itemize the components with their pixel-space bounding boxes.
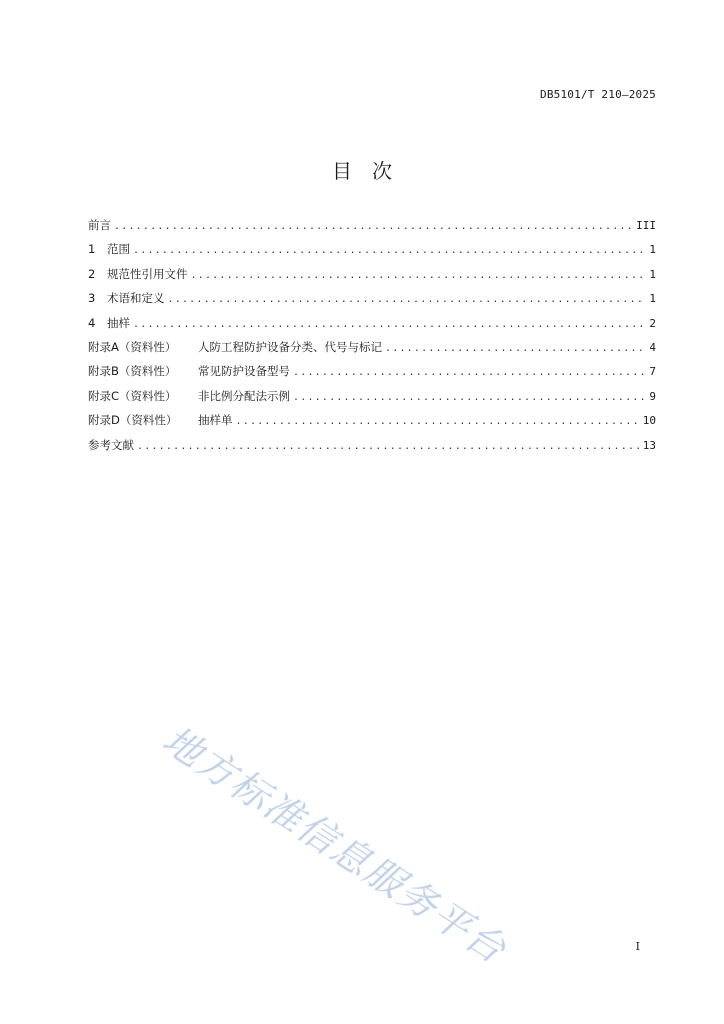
toc-entry-number: 2 bbox=[88, 266, 96, 281]
toc-entry-page: 1 bbox=[649, 243, 656, 257]
toc-entry-text: 抽样 bbox=[107, 315, 130, 330]
toc-entry-scope[interactable] bbox=[88, 241, 656, 265]
toc-entry-terms-definitions[interactable] bbox=[88, 290, 656, 314]
toc-leader-dots bbox=[133, 245, 646, 256]
toc-entry-text: 术语和定义 bbox=[107, 291, 165, 306]
toc-entry-page: 13 bbox=[642, 438, 656, 452]
toc-entry-page: 7 bbox=[649, 365, 656, 379]
watermark: 地方标准信息服务平台 bbox=[155, 717, 515, 973]
toc-entry-page: 10 bbox=[642, 414, 656, 428]
toc-entry-number: 附录B（资料性） bbox=[88, 364, 177, 379]
toc-entry-label bbox=[88, 412, 233, 428]
toc-leader-dots bbox=[236, 416, 640, 427]
toc-leader-dots bbox=[168, 294, 647, 305]
toc-entry-bibliography[interactable] bbox=[88, 437, 656, 461]
toc-entry-label bbox=[88, 388, 290, 404]
document-code: DB5101/T 210—2025 bbox=[540, 88, 656, 101]
toc-entry-text: 非比例分配法示例 bbox=[198, 388, 290, 403]
table-of-contents bbox=[88, 217, 656, 461]
toc-leader-dots bbox=[114, 221, 633, 232]
toc-leader-dots bbox=[137, 441, 640, 452]
toc-leader-dots bbox=[191, 270, 647, 281]
toc-entry-normative-references[interactable] bbox=[88, 266, 656, 290]
toc-entry-label bbox=[88, 315, 130, 331]
toc-entry-label bbox=[88, 363, 290, 379]
toc-entry-number: 附录A（资料性） bbox=[88, 339, 177, 354]
page-number: I bbox=[635, 940, 640, 953]
toc-entry-number: 附录D（资料性） bbox=[88, 413, 178, 428]
toc-entry-label bbox=[88, 266, 188, 282]
toc-entry-annex-d[interactable] bbox=[88, 412, 656, 436]
toc-leader-dots bbox=[133, 319, 646, 330]
toc-entry-number: 3 bbox=[88, 291, 96, 306]
toc-entry-sampling[interactable] bbox=[88, 315, 656, 339]
toc-entry-number: 4 bbox=[88, 315, 96, 330]
toc-leader-dots bbox=[385, 343, 646, 354]
toc-title: 目 次 bbox=[332, 159, 392, 183]
toc-entry-page: III bbox=[636, 219, 656, 232]
toc-entry-text: 规范性引用文件 bbox=[107, 266, 188, 281]
toc-leader-dots bbox=[293, 392, 646, 403]
toc-entry-label bbox=[88, 339, 382, 355]
toc-entry-annex-c[interactable] bbox=[88, 388, 656, 412]
toc-entry-label: 前言 bbox=[88, 218, 111, 232]
toc-leader-dots bbox=[293, 367, 646, 378]
toc-entry-annex-b[interactable] bbox=[88, 363, 656, 387]
toc-entry-number: 1 bbox=[88, 242, 96, 257]
toc-entry-number: 附录C（资料性） bbox=[88, 388, 177, 403]
toc-entry-label: 参考文献 bbox=[88, 437, 134, 452]
toc-entry-text: 常见防护设备型号 bbox=[198, 364, 290, 379]
toc-entry-foreword[interactable] bbox=[88, 217, 656, 241]
toc-entry-label bbox=[88, 241, 130, 257]
toc-entry-page: 4 bbox=[649, 340, 656, 354]
toc-entry-text: 范围 bbox=[107, 242, 130, 257]
toc-entry-page: 9 bbox=[649, 389, 656, 403]
toc-entry-page: 2 bbox=[649, 316, 656, 330]
toc-entry-page: 1 bbox=[649, 267, 656, 281]
toc-entry-annex-a[interactable] bbox=[88, 339, 656, 363]
toc-entry-text: 人防工程防护设备分类、代号与标记 bbox=[198, 339, 382, 354]
toc-entry-text: 抽样单 bbox=[198, 413, 233, 428]
toc-entry-page: 1 bbox=[649, 292, 656, 306]
toc-entry-label bbox=[88, 290, 165, 306]
